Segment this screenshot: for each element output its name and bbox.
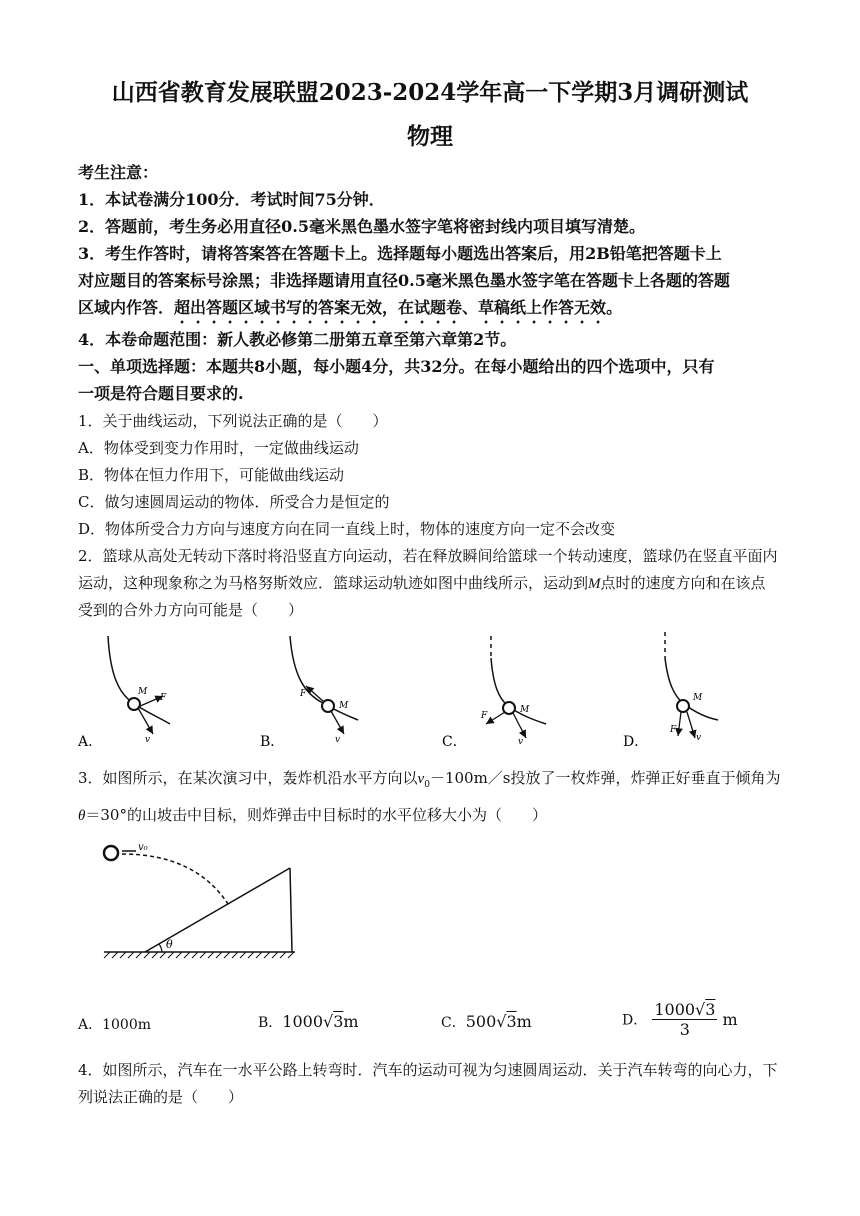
notice-item-3-line-3: [78, 295, 622, 327]
q1-option-a: A．物体受到变力作用时，一定做曲线运动: [78, 439, 359, 457]
figure-c: [442, 636, 546, 750]
ball-m: [677, 700, 689, 712]
velocity-arrow: [513, 713, 526, 738]
q3-text: 投放了一枚炸弹，炸弹正好垂直于倾角为: [510, 769, 781, 787]
q3-option-c: [441, 1012, 532, 1032]
radicand: 3: [333, 1012, 344, 1031]
notice-heading: 考生注意：: [78, 163, 159, 182]
q3-text: 3．如图所示，在某次演习中，轰炸机沿水平方向以: [78, 769, 418, 787]
notice-item-3-line-1: 3．考生作答时，请将答案答在答题卡上。选择题每小题选出答案后，用2B铅笔把答题卡上: [78, 244, 722, 263]
q3-option-d: [622, 1000, 738, 1039]
option-label: B．: [258, 1015, 283, 1031]
notice-item-1: 1．本试卷满分100分．考试时间75分钟．: [78, 190, 385, 209]
q2-figures: [78, 628, 798, 753]
coef: 500: [465, 1012, 497, 1031]
notice-text: 区域内作答．: [78, 298, 175, 317]
radicand: 3: [506, 1012, 517, 1031]
option-label: C．: [441, 1015, 466, 1031]
unit: m: [722, 1010, 738, 1029]
bomb: [104, 846, 118, 860]
q1-option-c: C．做匀速圆周运动的物体．所受合力是恒定的: [78, 493, 390, 511]
denominator: 3: [679, 1020, 690, 1039]
fig-m-label: M: [138, 687, 148, 697]
q2-line-2: [78, 572, 766, 593]
q3-figure: [100, 838, 315, 968]
figure-c-label: C．: [442, 734, 467, 750]
v0-symbol: v: [417, 771, 425, 787]
force-arrow: [486, 712, 505, 724]
fig-v0-label: v₀: [138, 842, 148, 853]
notice-text: 。: [606, 298, 623, 317]
point-m-label: M: [588, 576, 601, 592]
q3-line-1: [78, 767, 781, 790]
force-arrow: [306, 686, 324, 702]
ground-hatching: [104, 952, 294, 958]
q3-text: 的山坡击中目标，则炸弹击中目标时的水平位移大小为（ ）: [126, 806, 547, 824]
figure-a-label: A．: [78, 734, 103, 750]
q2-line-1: 2．篮球从高处无转动下落时将沿竖直方向运动，若在释放瞬间给篮球一个转动速度，篮球仍在竖直平面内: [78, 547, 778, 565]
velocity-arrow: [687, 712, 695, 738]
notice-item-2: 2．答题前，考生务必用直径0.5毫米黑色墨水签字笔将密封线内项目填写清楚。: [78, 217, 645, 236]
fig-f-label: F: [160, 693, 167, 703]
option-label: D．: [622, 1012, 648, 1029]
fig-v-label: v: [335, 735, 341, 745]
sqrt-sign: √: [323, 1012, 334, 1031]
fig-m-label: M: [520, 705, 530, 715]
q4-line-2: 列说法正确的是（ ）: [78, 1088, 244, 1106]
figure-d-label: D．: [623, 734, 649, 750]
velocity-arrow: [331, 711, 344, 734]
fig-v-label: v: [518, 737, 524, 747]
q4-line-1: 4．如图所示，汽车在一水平公路上转弯时．汽车的运动可视为匀速圆周运动．关于汽车转弯的向心力，下: [78, 1061, 778, 1079]
q1-option-d: D．物体所受合力方向与速度方向在同一直线上时，物体的速度方向一定不会改变: [78, 520, 616, 538]
theta-symbol: θ: [78, 808, 86, 824]
q3-line-2: [78, 804, 547, 825]
fraction: [652, 1000, 717, 1039]
q1-option-b: B．物体在恒力作用下，可能做曲线运动: [78, 466, 345, 484]
fig-f-label: F: [670, 725, 677, 735]
q1-stem: 1．关于曲线运动，下列说法正确的是（ ）: [78, 412, 388, 430]
exam-title: 山西省教育发展联盟2023-2024学年高一下学期3月调研测试: [111, 79, 749, 106]
fig-m-label: M: [339, 701, 349, 711]
fig-v-label: v: [696, 733, 702, 743]
section-heading-line-1: 一、单项选择题：本题共8小题，每小题4分，共32分。在每小题给出的四个选项中，只有: [78, 357, 715, 376]
radicand: 3: [705, 1000, 716, 1019]
trajectory-curve: [665, 658, 718, 720]
v0-value: －100m／s: [429, 769, 511, 787]
notice-item-3-line-2: 对应题目的答案标号涂黑；非选择题请用直径0.5毫米黑色墨水签字笔在答题卡上各题的答题: [78, 271, 730, 290]
fig-m-label: M: [693, 693, 703, 703]
velocity-arrow: [138, 708, 153, 734]
fig-theta-label: θ: [166, 938, 173, 951]
trajectory-curve: [491, 658, 546, 724]
emphasis-text: 在试题卷、草稿纸上作答无效: [398, 298, 607, 317]
cliff-line: [290, 868, 292, 952]
coef: 1000: [282, 1012, 324, 1031]
q3-option-a: A．1000m: [78, 1017, 152, 1033]
unit: m: [516, 1012, 532, 1031]
notice-item-4: 4．本卷命题范围：新人教必修第二册第五章至第六章第2节。: [78, 330, 517, 349]
section-heading-line-2: 一项是符合题目要求的.: [78, 384, 244, 403]
fig-f-label: F: [300, 689, 307, 699]
figure-d: [623, 632, 718, 750]
emphasis-text: 超出答题区域书写的答案无效: [174, 298, 383, 317]
fig-v-label: v: [145, 735, 151, 745]
q2-line-3: 受到的合外力方向可能是（ ）: [78, 601, 304, 619]
sqrt-sign: √: [695, 1000, 706, 1019]
figure-b: [260, 636, 358, 750]
figure-b-label: B．: [260, 734, 285, 750]
q2-text: 点时的速度方向和在该点: [600, 574, 766, 592]
unit: m: [343, 1012, 359, 1031]
bomb-trajectory: [122, 854, 228, 904]
theta-value: ＝30°: [85, 806, 127, 824]
sqrt-sign: √: [496, 1012, 507, 1031]
coef: 1000: [654, 1000, 696, 1019]
figure-a: [78, 636, 170, 750]
v0-subscript: 0: [424, 780, 430, 790]
fig-f-label: F: [481, 711, 488, 721]
numerator: [652, 1000, 717, 1020]
angle-arc: [159, 944, 162, 952]
force-arrow: [678, 712, 681, 736]
q2-text: 运动，这种现象称之为马格努斯效应．篮球运动轨迹如图中曲线所示，运动到: [78, 574, 589, 592]
notice-text: ，: [382, 298, 399, 317]
subject-title: 物理: [407, 123, 453, 150]
q3-option-b: [258, 1012, 359, 1032]
